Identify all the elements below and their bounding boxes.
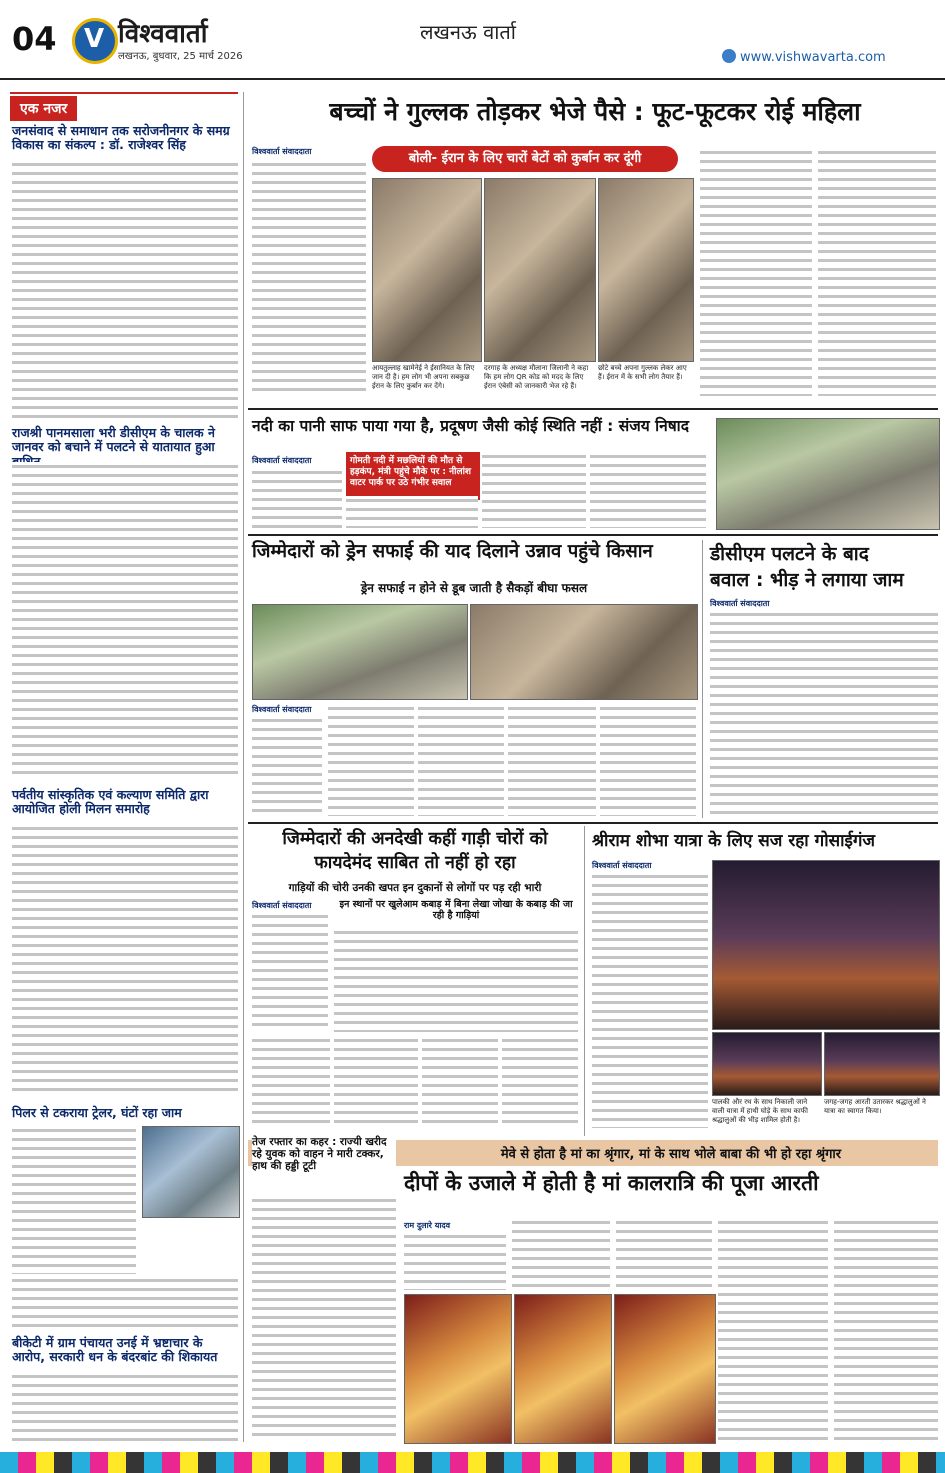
lead-band: बोली- ईरान के लिए चारों बेटों को कुर्बान कर दूंगी: [372, 146, 678, 172]
section-title: लखनऊ वार्ता: [420, 20, 516, 44]
column-rule: [584, 826, 585, 1136]
goddess-photo-2: [514, 1294, 612, 1444]
farmers-headline: जिम्मेदारों को ड्रेन सफाई की याद दिलाने उन्नाव पहुंचे किसान: [252, 541, 653, 562]
column-rule: [243, 92, 244, 1442]
shobha-headline: श्रीराम शोभा यात्रा के लिए सज रहा गोसाईगंज: [592, 831, 876, 851]
speeding-body: [252, 1196, 396, 1442]
river-body-col3: [482, 452, 586, 528]
theft-body-col2: [252, 1036, 330, 1128]
theft-inset-body: [334, 928, 578, 1032]
dcm-headline-2: बवाल : भीड़ ने लगाया जाम: [710, 569, 904, 591]
sidebar-headline-1: जनसंवाद से समाधान तक सरोजनीनगर के समग्र विकास का संकल्प : डॉ. राजेश्वर सिंह: [12, 123, 230, 153]
navratri-body-col3: [616, 1218, 712, 1290]
sidebar-story-4-body-cont: [12, 1276, 238, 1330]
sidebar-headline-5: बीकेटी में ग्राम पंचायत उनई में भ्रष्टाचार के आरोप, सरकारी धन के बंदरबांट की शिकायत: [12, 1335, 218, 1365]
theft-headline-1: जिम्मेदारों की अनदेखी कहीं गाड़ी चोरों को: [282, 829, 548, 849]
farmers-body-col3: [418, 704, 504, 816]
theft-body-col5: [502, 1036, 578, 1128]
website-link[interactable]: www.vishwavarta.com: [740, 50, 886, 65]
river-body-col1: [252, 468, 342, 528]
navratri-body-col4: [718, 1218, 828, 1442]
sidebar-story-3-body: [12, 824, 238, 1094]
sidebar: [10, 92, 238, 94]
hall-photo: [598, 178, 694, 362]
minister-river-photo: [716, 418, 940, 530]
print-color-bar: [0, 1452, 945, 1473]
river-headline: नदी का पानी साफ पाया गया है, प्रदूषण जैसी कोई स्थिति नहीं : संजय निषाद: [252, 417, 689, 435]
globe-icon: [722, 49, 736, 63]
theft-inset-headline: इन स्थानों पर खुलेआम कबाड़ में बिना लेखा जोखा के कबाड़ की जा रही है गाड़ियां: [339, 899, 573, 921]
lead-body-col1: [252, 160, 366, 392]
lead-byline: विश्ववार्ता संवाददाता: [252, 147, 312, 156]
theft-byline: विश्ववार्ता संवाददाता: [252, 901, 312, 910]
theft-body-col4: [422, 1036, 498, 1128]
sidebar-story-2-body: [12, 462, 238, 778]
theft-body-col1: [252, 912, 328, 1032]
divider: [248, 822, 938, 824]
farmers-body-col2: [328, 704, 414, 816]
sidebar-story-1-body: [12, 160, 238, 418]
qr-phone-photo: [372, 178, 482, 362]
sidebar-story-5-body: [12, 1372, 238, 1444]
farmers-body-col4: [508, 704, 596, 816]
theft-body-col3: [334, 1036, 418, 1128]
speeding-headline: तेज रफ्तार का कहर : राज्यी खरीद रहे युवक को वाहन ने मारी टक्कर, हाथ की हड्डी टूटी: [252, 1136, 396, 1172]
shobha-caption-1: पालकी और रथ के साथ निकाली जाने वाली यात्रा में हाथी घोड़े के साथ काफी श्रद्धालुओं की भीड़ शामिल होती है।: [712, 1098, 808, 1124]
lead-caption-1: आयतुल्लाह खामेनेई ने ईसानियत के लिए जान दी है। हम लोग भी अपना सबकुछ ईरान के लिए कुर्बान कर देंगे।: [372, 364, 475, 390]
brand-title: विश्ववार्ता: [118, 19, 208, 49]
lead-body-col2: [700, 148, 812, 396]
farmers-protest-photo: [252, 604, 468, 700]
shobha-byline: विश्ववार्ता संवाददाता: [592, 861, 652, 870]
sidebar-headline-4: पिलर से टकराया ट्रेलर, घंटों रहा जाम: [12, 1105, 182, 1120]
dcm-byline: विश्ववार्ता संवाददाता: [710, 599, 770, 608]
farmers-group-photo: [470, 604, 698, 700]
river-quote: गोमती नदी में मछलियों की मौत से हड़कंप, मंत्री पहुंचे मौके पर : नीलांश वाटर पार्क पर उठे गंभीर सवाल: [346, 452, 480, 500]
lead-caption-2: दरगाह के अध्यक्ष मौलाना जिलानी ने कहा कि हम लोग QR कोड को मदद के लिए ईरान एंबेसी को जानकारी भेज रहे हैं।: [484, 364, 589, 390]
sidebar-headline-3: पर्वतीय सांस्कृतिक एवं कल्याण समिति द्वारा आयोजित होली मिलन समारोह: [12, 787, 209, 817]
lead-headline: बच्चों ने गुल्लक तोड़कर भेजे पैसे : फूट-फूटकर रोई महिला: [329, 97, 861, 126]
navratri-body-col5: [834, 1218, 938, 1442]
shobha-body: [592, 872, 708, 1128]
shobha-photo-3: [824, 1032, 940, 1096]
shobha-caption-2: जगह-जगह आरती उतारकर श्रद्धालुओं ने यात्रा का स्वागत किया।: [824, 1098, 926, 1115]
navratri-body-col2: [512, 1218, 610, 1290]
sidebar-box-label: एक नजर: [10, 96, 77, 121]
dcm-body: [710, 610, 938, 816]
divider: [248, 534, 938, 536]
logo-letter: V: [84, 24, 105, 54]
trailer-photo: [142, 1126, 240, 1218]
theft-headline-2: फायदेमंद साबित तो नहीं हो रहा: [314, 853, 516, 873]
girl-photo: [484, 178, 596, 362]
river-body-col4: [590, 452, 706, 528]
page-number: 04: [12, 20, 57, 58]
lead-caption-3: छोटे बच्चे अपना गुल्लक लेकर आए हैं। ईरान में के सभी लोग तैयार हैं।: [598, 364, 687, 381]
farmers-byline: विश्ववार्ता संवाददाता: [252, 705, 312, 714]
dcm-headline-1: डीसीएम पलटने के बाद: [710, 543, 869, 565]
farmers-body-col5: [600, 704, 696, 816]
sidebar-headline-2: राजश्री पानमसाला भरी डीसीएम के चालक ने जानवर को बचाने में पलटने से यातायात हुआ: [12, 425, 215, 455]
theft-subhead: गाड़ियों की चोरी उनकी खपत इन दुकानों से लोगों पर पड़ रही भारी: [288, 882, 542, 894]
navratri-body-col1: [404, 1232, 506, 1290]
shobha-photo-2: [712, 1032, 822, 1096]
river-byline: विश्ववार्ता संवाददाता: [252, 456, 312, 465]
lead-body-col3: [818, 148, 936, 396]
farmers-body-col1: [252, 716, 322, 816]
column-rule: [702, 540, 703, 818]
divider: [248, 408, 938, 410]
navratri-byline: राम दुलारे यादव: [404, 1221, 451, 1230]
sidebar-story-4-body: [12, 1126, 136, 1274]
dateline: लखनऊ, बुधवार, 25 मार्च 2026: [118, 51, 243, 62]
shobha-main-photo: [712, 860, 940, 1030]
goddess-photo-3: [614, 1294, 716, 1444]
river-body-col2: [346, 496, 478, 528]
banner-strip-text: मेवे से होता है मां का श्रृंगार, मां के साथ भोले बाबा की भी हो रहा श्रृंगार: [500, 1147, 842, 1162]
goddess-photo-1: [404, 1294, 512, 1444]
farmers-subhead: ड्रेन सफाई न होने से डूब जाती है सैकड़ों बीघा फसल: [360, 581, 588, 595]
navratri-headline: दीपों के उजाले में होती है मां कालरात्रि की पूजा आरती: [404, 1171, 819, 1195]
